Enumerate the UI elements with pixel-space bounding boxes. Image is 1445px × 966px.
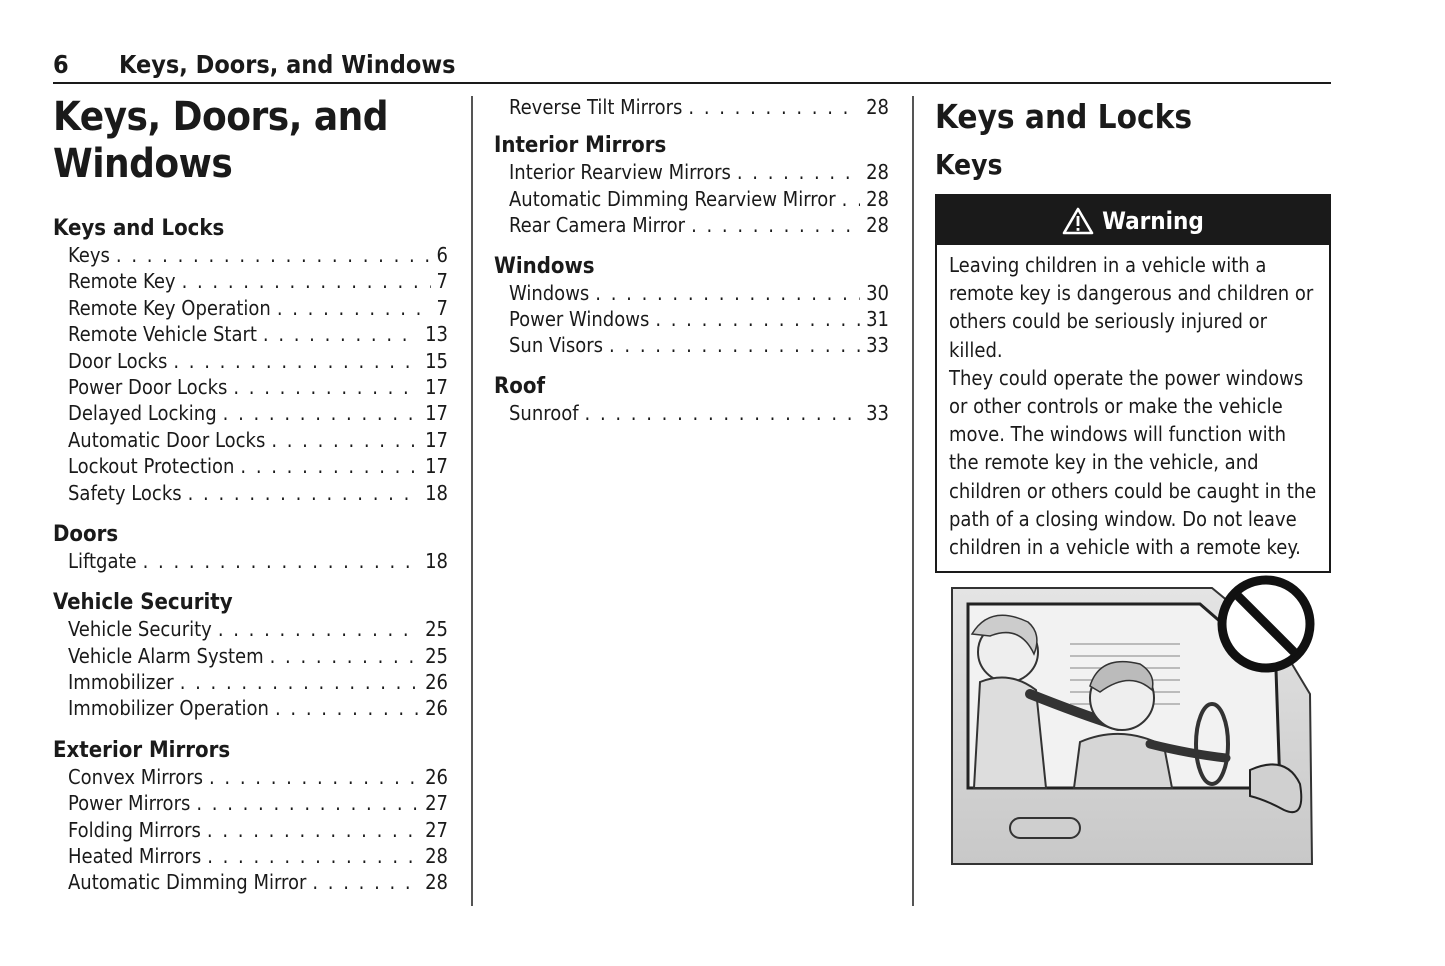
- toc-page-number: 13: [425, 322, 448, 347]
- toc-entry: [53, 790, 448, 816]
- toc-entry: [494, 186, 889, 212]
- toc-page-number: 27: [425, 791, 448, 816]
- toc-leader-dots: [842, 186, 861, 212]
- column-divider: [912, 96, 914, 906]
- toc-leader-dots: [271, 427, 419, 453]
- toc-leader-dots: [116, 242, 431, 268]
- toc-page-number: 26: [425, 696, 448, 721]
- content-column: [935, 94, 1331, 573]
- toc-leader-dots: [240, 453, 419, 479]
- toc-leader-dots: [143, 548, 419, 574]
- toc-leader-dots: [233, 374, 419, 400]
- toc-entry-label: Automatic Dimming Mirror: [68, 870, 307, 895]
- toc-leader-dots: [209, 764, 419, 790]
- toc-entry-label: Rear Camera Mirror: [509, 213, 686, 238]
- toc-leader-dots: [188, 480, 419, 506]
- toc-entry: [53, 400, 448, 426]
- toc-leader-dots: [609, 332, 860, 358]
- prohibition-sign-icon: [1222, 580, 1310, 668]
- toc-page-number: 28: [866, 186, 889, 211]
- running-header: [53, 50, 1331, 84]
- toc-page-number: 15: [425, 348, 448, 373]
- toc-page-number: 33: [866, 400, 889, 425]
- warning-line: path of a closing window. Do not leave: [949, 506, 1297, 531]
- toc-entry-label: Door Locks: [68, 348, 168, 373]
- toc-entry: [53, 616, 448, 642]
- toc-entry: [494, 159, 889, 185]
- warning-header: [937, 196, 1329, 245]
- toc-section-heading: Keys and Locks: [53, 216, 225, 241]
- toc-page-number: 27: [425, 817, 448, 842]
- toc-section: [494, 253, 889, 359]
- toc-page-number: 28: [425, 844, 448, 869]
- toc-leader-dots: [173, 348, 419, 374]
- toc-page-number: 28: [866, 160, 889, 185]
- toc-entry: [53, 321, 448, 347]
- toc-entry-label: Lockout Protection: [68, 454, 235, 479]
- toc-leader-dots: [207, 843, 419, 869]
- toc-entry-label: Sunroof: [509, 400, 579, 425]
- warning-triangle-icon: [1062, 207, 1094, 235]
- toc-entry-label: Delayed Locking: [68, 401, 217, 426]
- toc-entry-label: Power Windows: [509, 306, 650, 331]
- toc-entry: [53, 817, 448, 843]
- warning-line: the remote key in the vehicle, and: [949, 450, 1259, 475]
- toc-section: [494, 373, 889, 426]
- subsection-title: Keys: [935, 148, 1003, 181]
- toc-section: [53, 737, 448, 896]
- warning-box: [935, 194, 1331, 573]
- toc-entry: [53, 843, 448, 869]
- toc-entry-label: Folding Mirrors: [68, 817, 201, 842]
- toc-leader-dots: [312, 869, 419, 895]
- toc-entry-label: Sun Visors: [509, 333, 603, 358]
- toc-leader-dots: [277, 295, 431, 321]
- toc-page-number: 17: [425, 401, 448, 426]
- toc-entry-label: Interior Rearview Mirrors: [509, 160, 731, 185]
- toc-leader-dots: [275, 695, 419, 721]
- page-number: 6: [53, 50, 69, 79]
- toc-page-number: 17: [425, 427, 448, 452]
- warning-line: move. The windows will function with: [949, 422, 1287, 447]
- toc-entry-label: Vehicle Security: [68, 617, 212, 642]
- toc-entry: [53, 669, 448, 695]
- child-in-vehicle-illustration: [950, 574, 1316, 870]
- toc-page-number: 26: [425, 764, 448, 789]
- toc-entry: [53, 348, 448, 374]
- toc-section-heading: Windows: [494, 253, 595, 279]
- toc-section-heading: Interior Mirrors: [494, 133, 667, 159]
- toc-entry-label: Automatic Dimming Rearview Mirror: [509, 186, 836, 211]
- toc-page-number: 31: [866, 306, 889, 331]
- toc-entry: [494, 306, 889, 332]
- warning-line: children in a vehicle with a remote key.: [949, 535, 1301, 560]
- toc-column-2: [494, 94, 889, 440]
- toc-entry: [53, 869, 448, 895]
- toc-leader-dots: [688, 94, 860, 120]
- toc-page-number: 7: [436, 295, 448, 320]
- toc-entry-label: Windows: [509, 280, 590, 305]
- toc-entry-label: Remote Vehicle Start: [68, 322, 257, 347]
- toc-leader-dots: [207, 817, 419, 843]
- toc-entry: [494, 280, 889, 306]
- toc-section-heading: Vehicle Security: [53, 590, 233, 616]
- toc-section: [53, 589, 448, 722]
- toc-page-number: 25: [425, 643, 448, 668]
- toc-leader-dots: [218, 616, 419, 642]
- toc-column-1: [53, 94, 448, 911]
- toc-entry-label: Automatic Door Locks: [68, 427, 266, 452]
- toc-continued: [494, 94, 889, 120]
- toc-page-number: 33: [866, 333, 889, 358]
- toc-entry-label: Liftgate: [68, 548, 137, 573]
- toc-leader-dots: [270, 643, 419, 669]
- toc-leader-dots: [595, 280, 860, 306]
- toc-leader-dots: [691, 212, 860, 238]
- toc-entry-label: Vehicle Alarm System: [68, 643, 264, 668]
- toc-entry-label: Power Mirrors: [68, 791, 191, 816]
- toc-entry: [53, 453, 448, 479]
- toc-entry: [53, 242, 448, 268]
- toc-entry: [53, 295, 448, 321]
- toc-entry-label: Convex Mirrors: [68, 764, 203, 789]
- toc-leader-dots: [263, 321, 419, 347]
- toc-page-number: 25: [425, 617, 448, 642]
- toc-entry: [494, 94, 889, 120]
- toc-page-number: 26: [425, 670, 448, 695]
- toc-entry: [53, 268, 448, 294]
- toc-entry: [494, 332, 889, 358]
- toc-entry: [494, 212, 889, 238]
- toc-entry-label: Immobilizer Operation: [68, 696, 269, 721]
- toc-page-number: 7: [436, 269, 448, 294]
- toc-entry: [53, 643, 448, 669]
- toc-entry: [53, 427, 448, 453]
- warning-title: Warning: [1102, 206, 1204, 235]
- toc-entry-label: Reverse Tilt Mirrors: [509, 95, 683, 119]
- toc-page-number: 28: [866, 95, 889, 119]
- warning-line: remote key is dangerous and children or: [949, 281, 1314, 306]
- toc-leader-dots: [585, 400, 861, 426]
- toc-leader-dots: [182, 268, 431, 294]
- toc-list: [494, 132, 889, 426]
- toc-entry: [53, 480, 448, 506]
- toc-page-number: 28: [866, 213, 889, 238]
- toc-leader-dots: [196, 790, 419, 816]
- toc-entry-label: Heated Mirrors: [68, 844, 202, 869]
- warning-line: Leaving children in a vehicle with a: [949, 253, 1267, 277]
- toc-page-number: 6: [436, 243, 448, 267]
- warning-line: They could operate the power windows: [949, 365, 1304, 390]
- toc-entry: [53, 374, 448, 400]
- toc-page-number: 18: [425, 548, 448, 573]
- toc-leader-dots: [737, 159, 860, 185]
- toc-entry: [53, 764, 448, 790]
- toc-entry-label: Immobilizer: [68, 670, 174, 695]
- warning-line: or other controls or make the vehicle: [949, 394, 1283, 419]
- toc-leader-dots: [223, 400, 419, 426]
- toc-section-heading: Roof: [494, 373, 546, 399]
- toc-page-number: 28: [425, 870, 448, 895]
- section-title: Keys and Locks: [935, 97, 1193, 136]
- warning-text: [937, 245, 1329, 571]
- toc-section: [53, 215, 448, 506]
- toc-page-number: 30: [866, 280, 889, 305]
- toc-page-number: 17: [425, 454, 448, 479]
- toc-entry-label: Remote Key Operation: [68, 295, 271, 320]
- toc-leader-dots: [180, 669, 419, 695]
- toc-entry-label: Remote Key: [68, 269, 176, 294]
- toc-leader-dots: [655, 306, 860, 332]
- toc-section-heading: Exterior Mirrors: [53, 737, 231, 763]
- chapter-title: Keys, Doors, and Windows: [53, 94, 389, 187]
- warning-line: others could be seriously injured or killed.: [949, 309, 1268, 362]
- toc-page-number: 18: [425, 480, 448, 505]
- running-header-title: Keys, Doors, and Windows: [119, 50, 456, 79]
- warning-line: children or others could be caught in the: [949, 478, 1317, 503]
- toc-section: [494, 132, 889, 238]
- toc-entry-label: Power Door Locks: [68, 374, 228, 399]
- toc-entry-label: Safety Locks: [68, 480, 182, 505]
- toc-list: [53, 215, 448, 896]
- toc-section: [53, 521, 448, 574]
- toc-entry-label: Keys: [68, 243, 110, 267]
- toc-entry: [494, 400, 889, 426]
- column-divider: [471, 96, 473, 906]
- toc-section-heading: Doors: [53, 521, 119, 547]
- toc-entry: [53, 695, 448, 721]
- toc-entry: [53, 548, 448, 574]
- toc-page-number: 17: [425, 374, 448, 399]
